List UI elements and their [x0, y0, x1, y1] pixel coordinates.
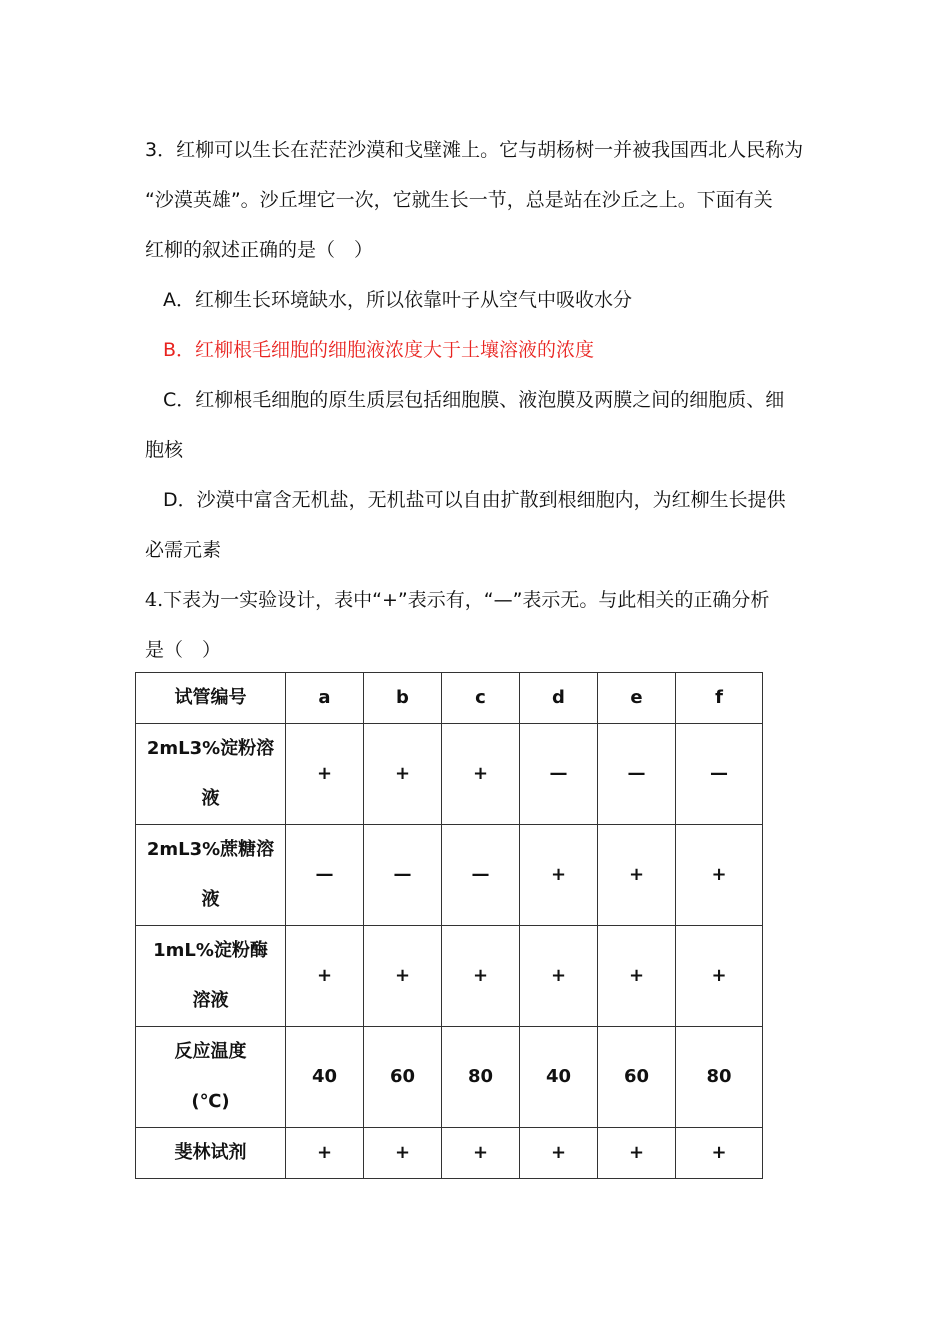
table-cell: + [286, 724, 364, 825]
q3-option-c-line-1: C．红柳根毛细胞的原生质层包括细胞膜、液泡膜及两膜之间的细胞质、细 [163, 389, 785, 411]
q3-option-a: A．红柳生长环境缺水，所以依靠叶子从空气中吸收水分 [163, 289, 632, 311]
table-cell: + [520, 1128, 598, 1179]
table-row-sucrose [136, 825, 763, 926]
row-label [136, 926, 286, 1027]
table-cell: + [676, 825, 763, 926]
q3-option-d-line-1: D．沙漠中富含无机盐，无机盐可以自由扩散到根细胞内，为红柳生长提供 [163, 489, 786, 511]
table-cell: — [520, 724, 598, 825]
table-cell: + [364, 926, 442, 1027]
table-cell: + [442, 926, 520, 1027]
row-label-line-1: 反应温度 [174, 1041, 247, 1062]
row-label [136, 1027, 286, 1128]
tube-a: a [286, 673, 364, 724]
table-cell: + [598, 1128, 676, 1179]
table-cell: — [364, 825, 442, 926]
tube-e: e [598, 673, 676, 724]
table-row-fehling [136, 1128, 763, 1179]
experiment-table [135, 672, 763, 1179]
row-label [136, 825, 286, 926]
q3-option-b-answer: B．红柳根毛细胞的细胞液浓度大于土壤溶液的浓度 [163, 339, 595, 361]
table-cell: + [364, 1128, 442, 1179]
table-cell: — [598, 724, 676, 825]
table-cell: + [520, 825, 598, 926]
table-cell: + [286, 926, 364, 1027]
q4-stem-line-2: 是（ ） [145, 639, 222, 661]
table-row-temperature [136, 1027, 763, 1128]
row-label-line-2: 液 [201, 889, 220, 910]
q3-option-d-line-2: 必需元素 [145, 539, 222, 561]
table-cell: + [676, 1128, 763, 1179]
table-row-starch [136, 724, 763, 825]
table-cell: + [598, 825, 676, 926]
q3-stem-line-2: “沙漠英雄”。沙丘埋它一次，它就生长一节，总是站在沙丘之上。下面有关 [145, 189, 773, 211]
table-cell: + [442, 724, 520, 825]
table-cell: — [676, 724, 763, 825]
row-label [136, 724, 286, 825]
tube-f: f [676, 673, 763, 724]
tube-b: b [364, 673, 442, 724]
row-label-line-2: (℃) [191, 1091, 230, 1112]
row-label-line-2: 液 [201, 788, 220, 809]
table-cell: 60 [364, 1027, 442, 1128]
row-label-line-1: 2mL3%蔗糖溶 [146, 839, 275, 860]
q4-number: 4. [145, 589, 164, 611]
q4-stem-line-1 [145, 588, 769, 612]
table-cell: + [442, 1128, 520, 1179]
tube-d: d [520, 673, 598, 724]
table-cell: 80 [676, 1027, 763, 1128]
table-header-row [136, 673, 763, 724]
table-cell: 80 [442, 1027, 520, 1128]
table-cell: + [676, 926, 763, 1027]
table-cell: 60 [598, 1027, 676, 1128]
table-cell: 40 [286, 1027, 364, 1128]
table-cell: — [286, 825, 364, 926]
q3-stem-line-1: 3．红柳可以生长在茫茫沙漠和戈壁滩上。它与胡杨树一并被我国西北人民称为 [145, 139, 804, 161]
table-cell: + [364, 724, 442, 825]
table-cell: + [520, 926, 598, 1027]
table-cell: + [598, 926, 676, 1027]
table-cell: + [286, 1128, 364, 1179]
tube-c: c [442, 673, 520, 724]
q3-option-c-line-2: 胞核 [145, 439, 184, 461]
row-label-line-1: 1mL%淀粉酶 [153, 940, 268, 961]
row-label-line-2: 溶液 [192, 990, 229, 1011]
q3-stem-line-3: 红柳的叙述正确的是（ ） [145, 239, 374, 261]
table-cell: 40 [520, 1027, 598, 1128]
row-label-line-1: 2mL3%淀粉溶 [146, 738, 275, 759]
header-label: 试管编号 [136, 673, 286, 724]
table-row-amylase [136, 926, 763, 1027]
row-label: 斐林试剂 [136, 1128, 286, 1179]
table-cell: — [442, 825, 520, 926]
q4-stem-text: 下表为一实验设计，表中“+”表示有，“—”表示无。与此相关的正确分析 [163, 589, 770, 611]
